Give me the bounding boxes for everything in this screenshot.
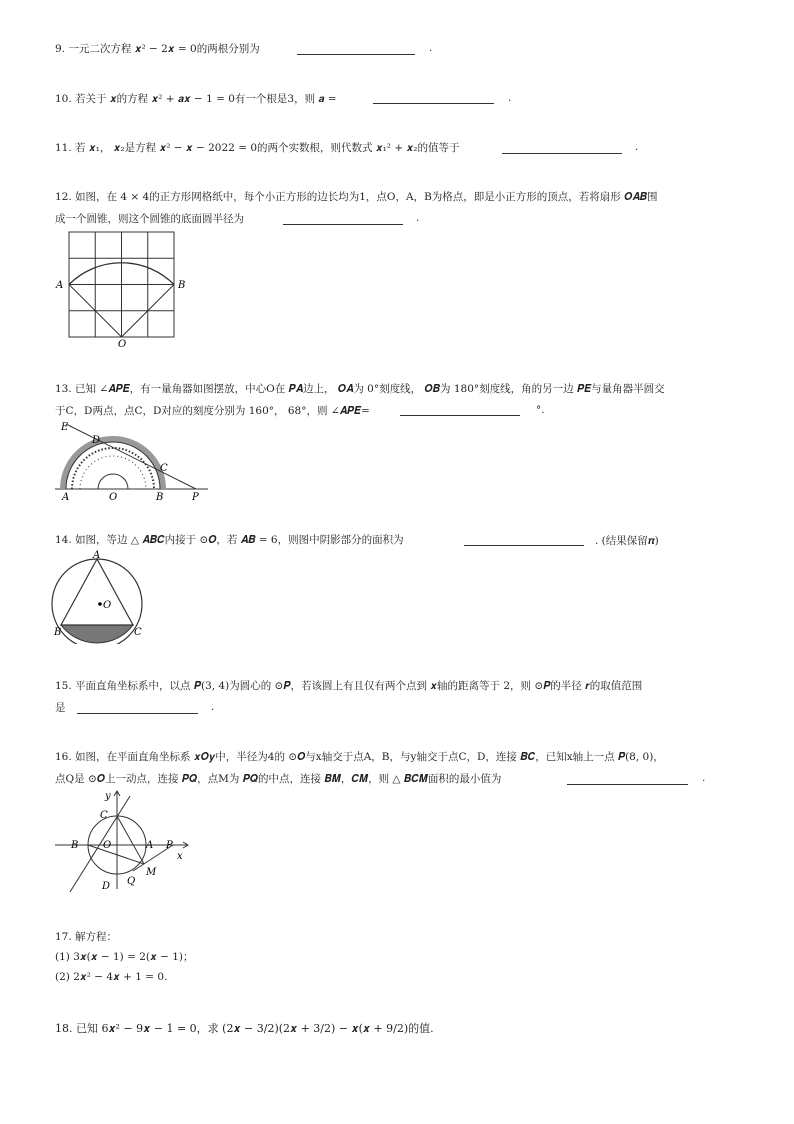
question-18 [55, 1022, 434, 1036]
figure-13-label-p: P [192, 492, 199, 503]
question-11-end: . [635, 141, 639, 153]
question-18-text: 18. 已知 6𝒙² − 9𝒙 − 1 = 0，求 (2𝒙 − 3/2)(2𝒙 + 3/2) − 𝒙(𝒙 + 9/2)的值. [55, 1022, 434, 1035]
answer-blank-13[interactable] [400, 415, 520, 416]
figure-14-inscribed-triangle [50, 548, 150, 644]
question-17-part2: (2) 2𝒙² − 4𝒙 + 1 = 0. [55, 971, 168, 983]
answer-blank-11[interactable] [502, 153, 622, 154]
question-14 [55, 533, 404, 547]
answer-blank-12[interactable] [283, 224, 403, 225]
figure-12-grid [50, 226, 190, 350]
question-15-line1: 15. 平面直角坐标系中，以点 𝑷(3, 4)为圆心的 ⊙𝑷，若该圆上有且仅有两个点到 𝒙轴的距离等于 2，则 ⊙𝑷的半径 𝒓的取值范围 [55, 680, 643, 692]
figure-14-label-c: C [134, 627, 142, 638]
figure-14-label-a: A [93, 550, 101, 561]
figure-14-label-o: O [103, 600, 112, 611]
figure-12-label-a: A [56, 280, 64, 291]
figure-16-label-m: M [146, 867, 157, 878]
question-13-line2-text: 于C，D两点，点C，D对应的刻度分别为 160°， 68°，则 ∠𝑨𝑷𝑬= [55, 405, 370, 417]
figure-16-label-o: O [103, 840, 112, 851]
figure-12-label-b: B [178, 280, 186, 291]
question-12-line1: 12. 如图，在 4 × 4的正方形网格纸中，每个小正方形的边长均为1，点O，A，B为格点，即是小正方形的顶点，若将扇形 𝑶𝑨𝑩围 [55, 191, 658, 203]
figure-13-label-b: B [156, 492, 164, 503]
question-9 [55, 42, 260, 56]
figure-16-label-y: y [105, 791, 111, 802]
question-16-line2 [55, 772, 501, 786]
question-16-end: . [702, 772, 706, 784]
figure-13-label-d: D [92, 435, 101, 446]
question-13-line1: 13. 已知 ∠𝑨𝑷𝑬，有一量角器如图摆放，中心O在 𝑷𝑨边上， 𝑶𝑨为 0°刻度线， 𝑶𝑩为 180°刻度线，角的另一边 𝑷𝑬与量角器半圆交 [55, 383, 665, 395]
figure-16-label-c: C [100, 810, 108, 821]
answer-blank-9[interactable] [297, 54, 415, 55]
figure-13-label-e: E [61, 422, 69, 433]
figure-12-label-o: O [118, 339, 127, 350]
figure-13-label-c: C [160, 463, 168, 474]
figure-14-label-b: B [54, 627, 62, 638]
answer-blank-10[interactable] [373, 103, 494, 104]
question-15-end: . [211, 701, 215, 713]
question-14-text: 14. 如图，等边 △ 𝑨𝑩𝑪内接于 ⊙𝑶，若 𝑨𝑩 = 6，则图中阴影部分的面积为 [55, 534, 404, 546]
figure-16-label-q: Q [127, 876, 136, 887]
question-13-line2 [55, 404, 370, 418]
question-12-line2-text: 成一个圆锥，则这个圆锥的底面圆半径为 [55, 213, 244, 225]
question-17-part1: (1) 3𝒙(𝒙 − 1) = 2(𝒙 − 1)； [55, 951, 194, 963]
question-9-text: 9. 一元二次方程 𝒙² − 2𝒙 = 0的两根分别为 [55, 43, 260, 55]
question-15-line2 [55, 701, 66, 715]
figure-13-label-o: O [109, 492, 118, 503]
figure-16-label-a: A [146, 840, 154, 851]
figure-13-label-a: A [62, 492, 70, 503]
question-12-end: . [416, 212, 420, 224]
question-10-text: 10. 若关于 𝒙的方程 𝒙² + 𝒂𝒙 − 1 = 0有一个根是3，则 𝒂 = [55, 93, 337, 105]
question-10-end: . [508, 92, 512, 104]
figure-16-label-x: x [177, 851, 183, 862]
question-16-line1: 16. 如图，在平面直角坐标系 𝒙𝑶𝒚中，半径为4的 ⊙𝑶与x轴交于点A，B，与y轴交于点C，D，连接 𝑩𝑪，已知x轴上一点 𝑷(8, 0)， [55, 751, 664, 763]
question-17-title: 17. 解方程： [55, 931, 118, 943]
answer-blank-15[interactable] [77, 713, 198, 714]
figure-16-coordinate-circle [50, 788, 200, 894]
figure-16-label-d: D [102, 881, 111, 892]
answer-blank-14[interactable] [464, 545, 584, 546]
figure-16-label-p: P [166, 840, 173, 851]
question-11-text: 11. 若 𝒙₁， 𝒙₂是方程 𝒙² − 𝒙 − 2022 = 0的两个实数根，则代数式 𝒙₁² + 𝒙₂的值等于 [55, 142, 460, 154]
figure-13-protractor [50, 418, 210, 504]
question-12-line2 [55, 212, 244, 226]
question-15-line2-text: 是 [55, 702, 66, 714]
question-9-end: . [429, 42, 433, 54]
question-13-end: °. [536, 404, 545, 416]
question-10 [55, 92, 337, 106]
question-11 [55, 141, 459, 155]
figure-16-label-b: B [71, 840, 79, 851]
question-16-line2-text: 点Q是 ⊙𝑶上一动点，连接 𝑷𝑸，点M为 𝑷𝑸的中点，连接 𝑩𝑴，𝑪𝑴，则 △ 𝑩𝑪𝑴面积的最小值为 [55, 773, 502, 785]
question-14-end: . (结果保留𝝅) [595, 535, 659, 547]
answer-blank-16[interactable] [567, 784, 688, 785]
